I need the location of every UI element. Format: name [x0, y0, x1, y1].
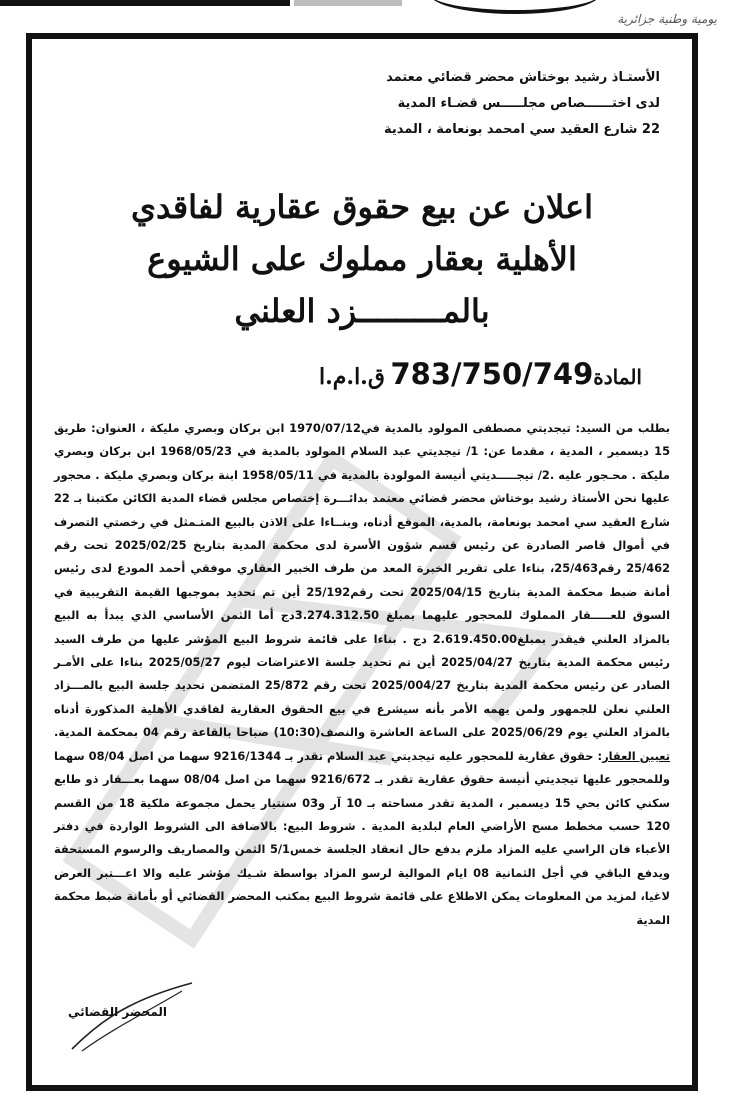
- bailiff-jurisdiction-line: لدى اختــــــصاص مجلـــــس قضـاء المدية: [397, 96, 660, 111]
- article-label: المادة: [593, 365, 642, 389]
- title-line-3: بالمـــــــــزد العلني: [234, 292, 490, 330]
- title-line-2: الأهلية بعقار مملوك على الشيوع: [147, 240, 577, 278]
- announcement-title: [72, 181, 652, 337]
- property-designation-label: تعيين العقار: [602, 748, 670, 763]
- masthead-bar: [0, 0, 290, 6]
- legal-article-reference: [319, 357, 642, 391]
- bailiff-address-line: 22 شارع العقيد سي امحمد بونعامة ، المدية: [383, 122, 660, 137]
- handwritten-signature: [42, 979, 202, 1059]
- bailiff-header: [330, 65, 660, 143]
- article-code: ق.ا.م.ا: [319, 364, 385, 390]
- bailiff-name-line: الأستـاذ رشيد بوختاش محضر قضائي معتمد: [386, 70, 660, 85]
- body-paragraph-2: : حقوق عقارية للمحجور عليه تيجديتي عبد السلام تقدر بـ 9216/1344 سهما من اصل 08/04 سهما وللمحجور عليها تيجديتي أنيسة حقوق عقارية تقدر بـ 9216/672 سهما من اصل 08/04 سهما بعـــقار ذو طابع سكني كائن بحي 15 ديسمبر ، المدية تقدر مساحته بـ 10 آر و03 سنتيار يحمل مجموعة ملكية 18 من القسم 120 حسب مخطط مسح الأراضي العام لبلدية المدية . شروط البيع: بالاضافة الى الشروط الواردة في دفتر الأعباء فان الراسي عليه المزاد ملزم بدفع حال انعقاد الجلسة خمس5/1 الثمن والمصاريف والرسوم المستحقة ويدفع الباقي في أجل الثمانية 08 ايام الموالية لرسو المزاد بواسطة شـيك مؤشر عليه والا اعـــتبر العرض لاغيا، لمزيد من المعلومات يمكن الاطلاع على قائمة شروط البيع بمكتب المحضر القضائي أو بأمانة ضبط محكمة المدية: [54, 748, 670, 927]
- newspaper-tagline: يومية وطنية جزائرية: [617, 12, 717, 26]
- body-paragraph-1: بطلب من السيد: تيجديتي مصطفى المولود بالمدية في1970/07/12 ابن بركان وبصري مليكة ، العنوان: طريق 15 ديسمبر ، المدية ، مقدما عن: 1/ تيجديتي عبد السلام المولود بالمدية في 1968/05/23 ابن بركان وبصري مليكة . محـجور عليه .2/ تيجـــــديتي أنيسة المولودة بالمدية في 1958/05/11 ابنة بركان وبصري مليكة . محجور عليها نحن الأستاذ رشيد بوختاش محضر قضائي معتمد بدائـــرة إختصاص مجلس قضاء المدية الكائن مكتبنا بـ 22 شارع العقيد سي امحمد بونعامة، بالمدية، الموقع أدناه، وبنــاءا على الاذن بالبيع المتـمثل في رخصتي التصرف في أموال قاصر الصادرة عن رئيس قسم شؤون الأسرة لدى محكمة المدية بتاريخ 2025/02/25 تحت رقم 25/462 رقم25/463، بناءا على تقرير الخبرة المعد من طرف الخبير العقاري موفقي أحمد المودع لدى رئيس أمانة ضبط محكمة المدية بتاريخ 2025/04/15 تحت رقم25/192 أين تم تحديد بموجبها القيمة التقريبية في السوق للعـــــقار المملوك للمحجور عليهما بمبلغ 3.274.312.50دج أما الثمن الأساسي الذي يبدأ به البيع بالمزاد العلني فيقدر بمبلغ2.619.450.00 دج . بناءا على قائمة شروط البيع المؤشر عليها من طرف السيد رئيس محكمة المدية بتاريخ 2025/04/27 أين تم تحديد جلسة الاعتراضات ليوم 2025/05/27 بناءا على الأمـر الصادر عن رئيس محكمة المدية بتاريخ 2025/004/27 تحت رقم 25/872 المتضمن تحديد جلسة البيع بالمـــزاد العلني نعلن للجمهور ولمن يهمه الأمر بأنه سيشرع في بيع الحقوق العقارية لفاقدي الأهلية المذكورة أدناه بالمزاد العلني يوم 2025/06/29 على الساعة العاشرة والنصف(10:30) صباحا بالقاعة رقم 04 بمحكمة المدية.: [54, 421, 671, 740]
- announcement-frame: [26, 33, 698, 1091]
- masthead-gray-bar: [294, 0, 402, 6]
- signature-block: [42, 979, 202, 1059]
- title-line-1: اعلان عن بيع حقوق عقارية لفاقدي: [130, 188, 594, 226]
- article-numbers: 783/750/749: [390, 357, 594, 391]
- signature-label: المحضر القضائي: [68, 1005, 168, 1019]
- masthead-logo-arc: [430, 0, 600, 14]
- announcement-body: [54, 417, 670, 932]
